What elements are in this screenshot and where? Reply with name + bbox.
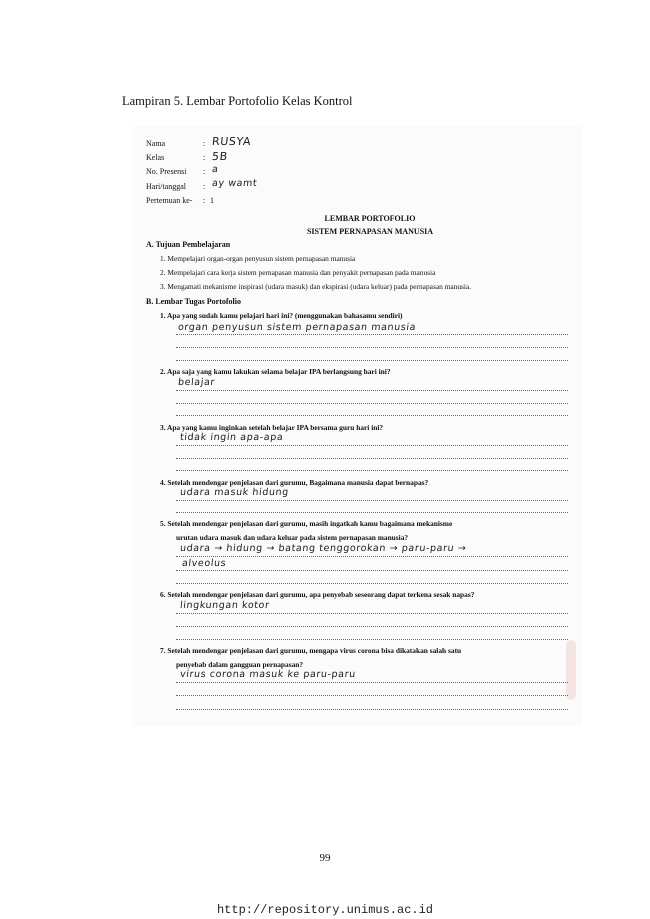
answer-line — [176, 458, 568, 459]
page-number: 99 — [319, 852, 331, 864]
meeting-colon: : — [203, 196, 206, 205]
identity-label-presence-number: No. Presensi — [146, 167, 187, 176]
question-4: 4. Setelah mendengar penjelasan dari gurumu, Bagaimana manusia dapat bernapas? — [160, 478, 429, 487]
answer-4: udara masuk hidung — [179, 487, 290, 498]
answer-line — [176, 360, 568, 361]
answer-line — [176, 500, 568, 501]
student-name: RUSYA — [211, 135, 252, 148]
answer-line — [176, 415, 568, 416]
answer-2: belajar — [177, 377, 216, 388]
student-presence-number: a — [211, 164, 219, 175]
appendix-caption: Lampiran 5. Lembar Portofolio Kelas Kontrol — [122, 94, 353, 108]
question-5: 5. Setelah mendengar penjelasan dari gurumu, masih ingatkah kamu bagaimana mekanisme — [160, 519, 453, 528]
worksheet-title: LEMBAR PORTOFOLIO — [324, 214, 416, 223]
question-6: 6. Setelah mendengar penjelasan dari gurumu, apa penyebab seseorang dapat terkena sesak napas? — [160, 590, 475, 599]
answer-line — [176, 556, 568, 557]
answer-line — [176, 470, 568, 471]
answer-6: lingkungan kotor — [179, 600, 271, 611]
question-7-continued: penyebab dalam gangguan pernapasan? — [176, 660, 304, 669]
colon: : — [203, 153, 206, 162]
identity-label-name: Nama — [146, 139, 166, 148]
question-5-continued: urutan udara masuk dan udara keluar pada sistem pernapasan manusia? — [176, 533, 409, 542]
meeting-number: 1 — [210, 196, 214, 205]
answer-line — [176, 583, 568, 584]
answer-line — [176, 570, 568, 571]
objective-item: 3. Mengamati mekanisme inspirasi (udara masuk) dan ekspirasi (udara keluar) pada pernapasan manusia. — [160, 282, 472, 291]
section-b-heading: B. Lembar Tugas Portofolio — [146, 297, 241, 306]
answer-5: udara → hidung → batang tenggorokan → paru-paru → — [179, 543, 467, 554]
colon: : — [203, 167, 206, 176]
colon: : — [203, 139, 206, 148]
question-3: 3. Apa yang kamu inginkan setelah belajar IPA bersama guru hari ini? — [160, 423, 384, 432]
objective-item: 1. Mempelajari organ-organ penyusun sistem pernapasan manusia — [160, 254, 356, 263]
answer-7: virus corona masuk ke paru-paru — [179, 669, 357, 680]
answer-1: organ penyusun sistem pernapasan manusia — [177, 322, 417, 333]
answer-line — [176, 512, 568, 513]
answer-line — [176, 639, 568, 640]
identity-label-class: Kelas — [146, 153, 165, 162]
answer-5-continued: alveolus — [181, 558, 227, 569]
colon: : — [203, 182, 206, 191]
answer-line — [176, 347, 568, 348]
answer-line — [176, 403, 568, 404]
identity-label-meeting: Pertemuan ke- — [146, 196, 193, 205]
answer-line — [176, 709, 568, 710]
identity-label-date: Hari/tanggal — [146, 182, 186, 191]
answer-line — [176, 626, 568, 627]
student-class: 5B — [211, 150, 229, 163]
repository-url: http://repository.unimus.ac.id — [216, 903, 434, 917]
answer-3: tidak ingin apa-apa — [179, 432, 284, 443]
answer-line — [176, 390, 568, 391]
question-7: 7. Setelah mendengar penjelasan dari gurumu, mengapa virus corona bisa dikatakan salah satu — [160, 646, 462, 655]
answer-line — [176, 613, 568, 614]
answer-line — [176, 682, 568, 683]
question-1: 1. Apa yang sudah kamu pelajari hari ini? (menggunakan bahasamu sendiri) — [160, 311, 403, 320]
student-date: ay wamt — [211, 178, 258, 189]
answer-line — [176, 445, 568, 446]
scan-smudge — [566, 640, 576, 700]
answer-line — [176, 695, 568, 696]
question-2: 2. Apa saja yang kamu lakukan selama belajar IPA berlangsung hari ini? — [160, 367, 391, 376]
answer-line — [176, 334, 568, 335]
objective-item: 2. Mempelajari cara kerja sistem pernapasan manusia dan penyakit pernapasan pada manusia — [160, 268, 436, 277]
section-a-heading: A. Tujuan Pembelajaran — [146, 240, 231, 249]
worksheet-subtitle: SISTEM PERNAPASAN MANUSIA — [306, 227, 434, 236]
